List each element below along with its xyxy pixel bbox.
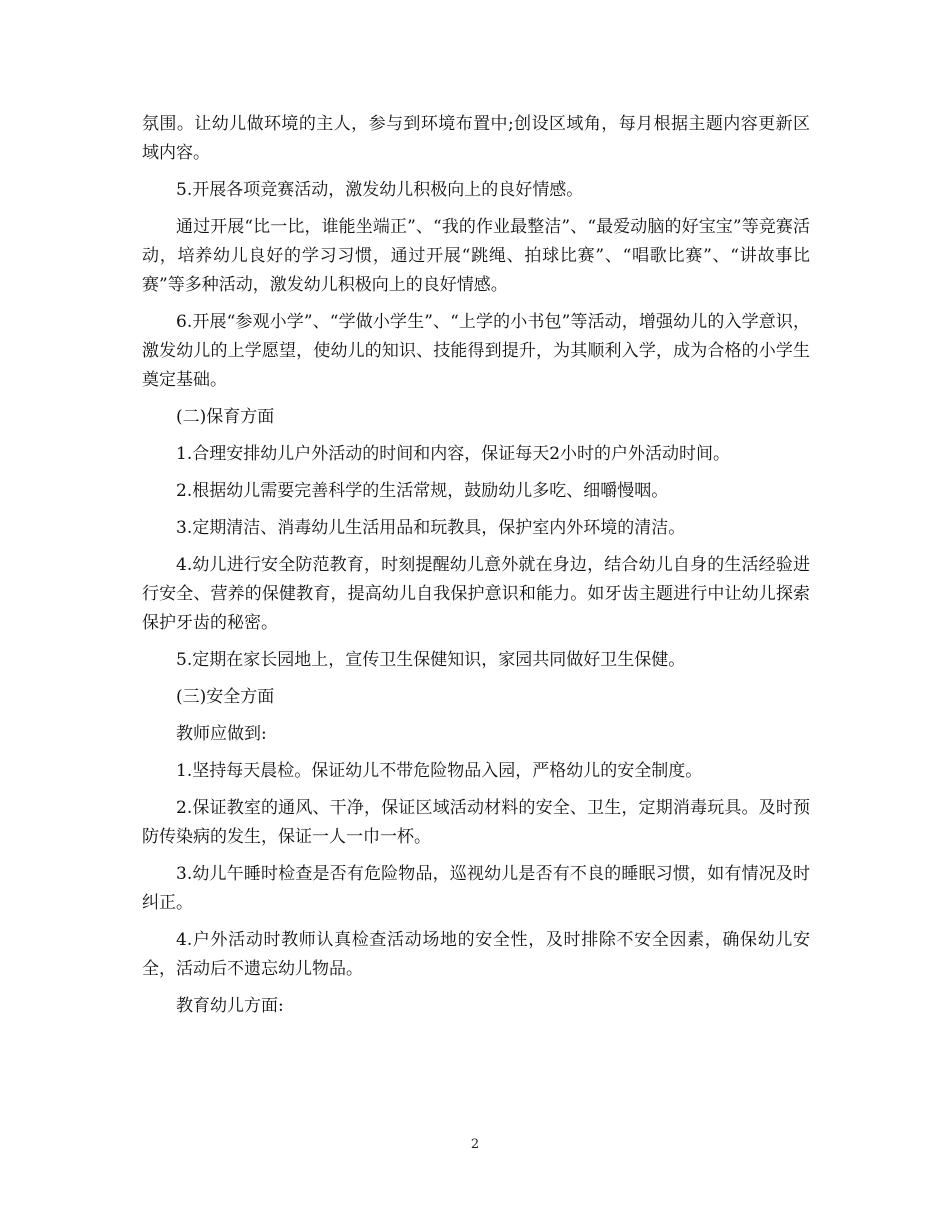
paragraph-educating-children: 教育幼儿方面: — [176, 996, 284, 1016]
paragraph-safety-item-4: 4.户外活动时教师认真检查活动场地的安全性，及时排除不安全因素，确保幼儿安全，活动后不遗忘幼儿物品。 — [142, 930, 810, 979]
paragraph-care-item-3: 3.定期清洁、消毒幼儿生活用品和玩教具，保护室内外环境的清洁。 — [176, 518, 686, 538]
paragraph-item-5-competitions: 5.开展各项竞赛活动，激发幼儿积极向上的良好情感。 — [176, 180, 584, 200]
paragraph-care-item-1: 1.合理安排幼儿户外活动的时间和内容，保证每天2小时的户外活动时间。 — [176, 444, 731, 464]
page-number: 2 — [470, 1137, 480, 1152]
paragraph-competition-details: 通过开展“比一比，谁能坐端正”、“我的作业最整洁”、“最爱动脑的好宝宝”等竞赛活动，培养幼儿良好的学习习惯，通过开展“跳绳、拍球比赛”、“唱歌比赛”、“讲故事比赛”等多种活动，激发幼儿积极向上的良好情感。 — [142, 217, 810, 295]
paragraph-safety-item-2: 2.保证教室的通风、干净，保证区域活动材料的安全、卫生，定期消毒玩具。及时预防传染病的发生，保证一人一巾一杯。 — [142, 798, 810, 847]
document-body — [142, 110, 810, 1029]
paragraph-teacher-duties: 教师应做到: — [176, 724, 267, 744]
section-heading-care: (二)保育方面 — [176, 407, 275, 427]
section-heading-safety: (三)安全方面 — [176, 687, 275, 707]
paragraph-item-6-school-visit: 6.开展“参观小学”、“学做小学生”、“上学的小书包”等活动，增强幼儿的入学意识，激发幼儿的上学愿望，使幼儿的知识、技能得到提升，为其顺利入学，成为合格的小学生奠定基础。 — [142, 312, 810, 390]
paragraph-care-item-4: 4.幼儿进行安全防范教育，时刻提醒幼儿意外就在身边，结合幼儿自身的生活经验进行安全、营养的保健教育，提高幼儿自我保护意识和能力。如牙齿主题进行中让幼儿探索保护牙齿的秘密。 — [142, 555, 810, 633]
paragraph-care-item-5: 5.定期在家长园地上，宣传卫生保健知识，家园共同做好卫生保健。 — [176, 650, 686, 670]
paragraph-safety-item-3: 3.幼儿午睡时检查是否有危险物品，巡视幼儿是否有不良的睡眠习惯，如有情况及时纠正。 — [142, 864, 810, 913]
paragraph-environment-continuation: 氛围。让幼儿做环境的主人，参与到环境布置中;创设区域角，每月根据主题内容更新区域内容。 — [142, 114, 810, 163]
paragraph-safety-item-1: 1.坚持每天晨检。保证幼儿不带危险物品入园，严格幼儿的安全制度。 — [176, 761, 703, 781]
paragraph-care-item-2: 2.根据幼儿需要完善科学的生活常规，鼓励幼儿多吃、细嚼慢咽。 — [176, 481, 669, 501]
